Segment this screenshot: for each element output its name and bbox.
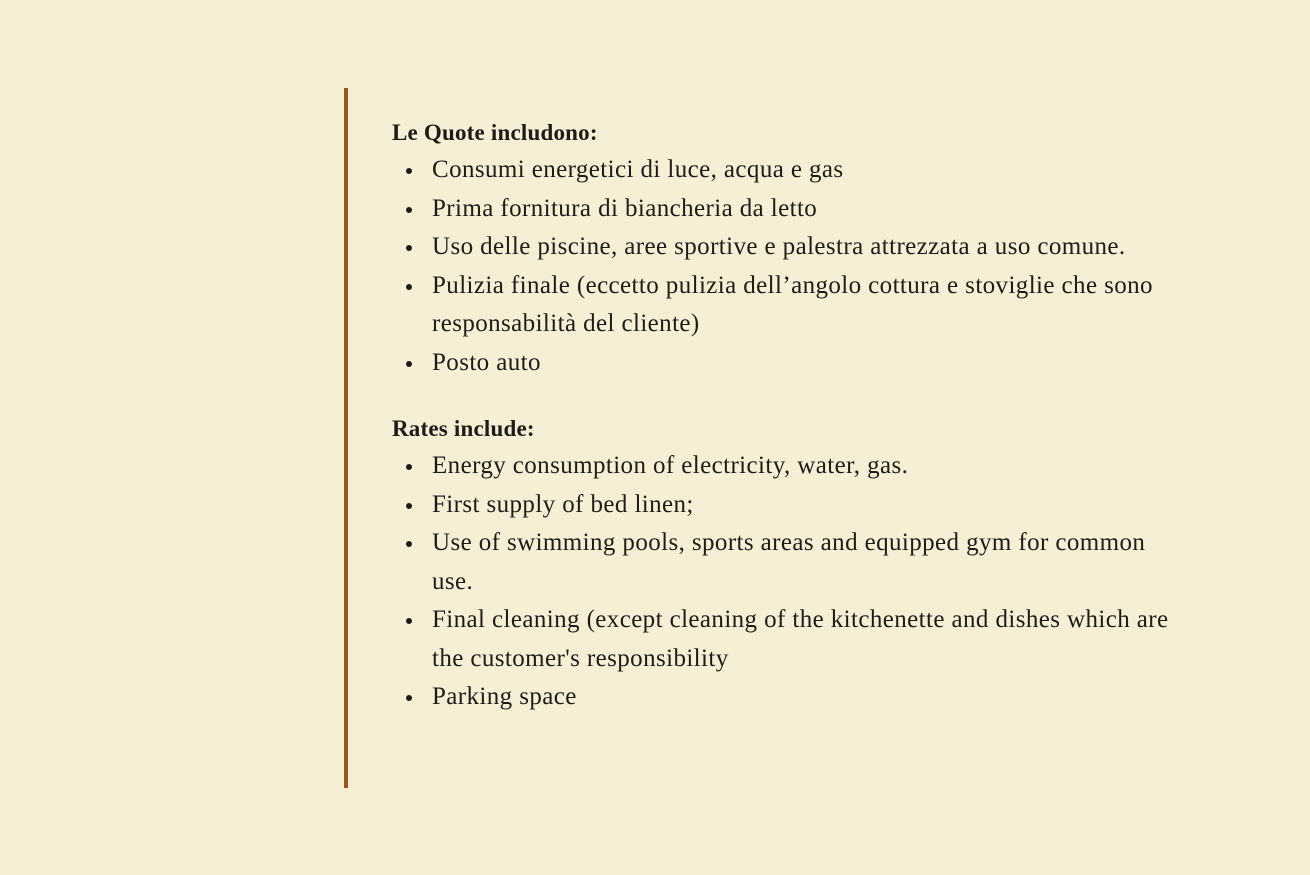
- list-item: Final cleaning (except cleaning of the kitchenette and dishes which are the customer's responsibility: [432, 601, 1192, 678]
- list-item: First supply of bed linen;: [432, 486, 1192, 525]
- accent-bar: [344, 88, 348, 788]
- list-item: Pulizia finale (eccetto pulizia dell’angolo cottura e stoviglie che sono responsabilità del cliente): [432, 267, 1192, 344]
- list-item: Posto auto: [432, 344, 1192, 383]
- english-includes-list: [392, 447, 1192, 717]
- list-item: Prima fornitura di biancheria da letto: [432, 190, 1192, 229]
- list-item: Energy consumption of electricity, water, gas.: [432, 447, 1192, 486]
- italian-includes-list: [392, 151, 1192, 382]
- rates-info-panel: [392, 115, 1192, 717]
- list-item: Use of swimming pools, sports areas and equipped gym for common use.: [432, 524, 1192, 601]
- list-item: Uso delle piscine, aree sportive e palestra attrezzata a uso comune.: [432, 228, 1192, 267]
- list-item: Parking space: [432, 678, 1192, 717]
- italian-section-title: Le Quote includono:: [392, 120, 598, 145]
- list-item: Consumi energetici di luce, acqua e gas: [432, 151, 1192, 190]
- english-section-title: Rates include:: [392, 416, 535, 441]
